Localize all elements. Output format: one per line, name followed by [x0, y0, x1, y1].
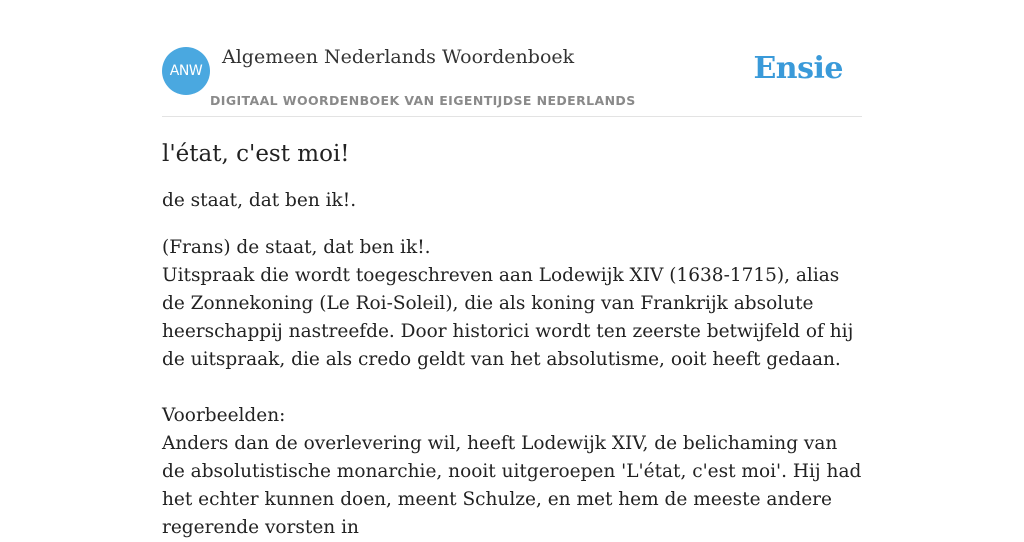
- entry-title: l'état, c'est moi!: [162, 141, 350, 167]
- site-subtitle: DIGITAAL WOORDENBOEK VAN EIGENTIJDSE NEDERLANDS: [210, 93, 636, 108]
- origin-line: (Frans) de staat, dat ben ik!.: [162, 237, 431, 258]
- logo-text: ANW: [169, 63, 203, 79]
- short-definition: de staat, dat ben ik!.: [162, 190, 357, 211]
- example-text: Anders dan de overlevering wil, heeft Lodewijk XIV, de belichaming van de absolutistische monarchie, nooit uitgeroepen 'L'état, c'est moi'. Hij had het echter kunnen doen, meent Schulze, en met hem de meeste andere regerende vorsten in: [162, 433, 862, 538]
- entry-body: [162, 234, 864, 542]
- entry-description: Uitspraak die wordt toegeschreven aan Lodewijk XIV (1638-1715), alias de Zonnekoning (Le Roi-Soleil), die als koning van Frankrijk absolute heerschappij nastreefde. Door historici wordt ten zeerste betwijfeld of hij de uitspraak, die als credo geldt van het absolutisme, ooit heeft gedaan.: [162, 265, 854, 370]
- paragraph-gap: [162, 374, 864, 402]
- ensie-brand-logo[interactable]: Ensie: [753, 51, 843, 86]
- examples-heading: Voorbeelden:: [162, 405, 286, 426]
- entry-content: [162, 138, 864, 542]
- site-header: [162, 0, 862, 117]
- site-title-link[interactable]: Algemeen Nederlands Woordenboek: [222, 46, 575, 68]
- anw-logo[interactable]: [162, 47, 210, 95]
